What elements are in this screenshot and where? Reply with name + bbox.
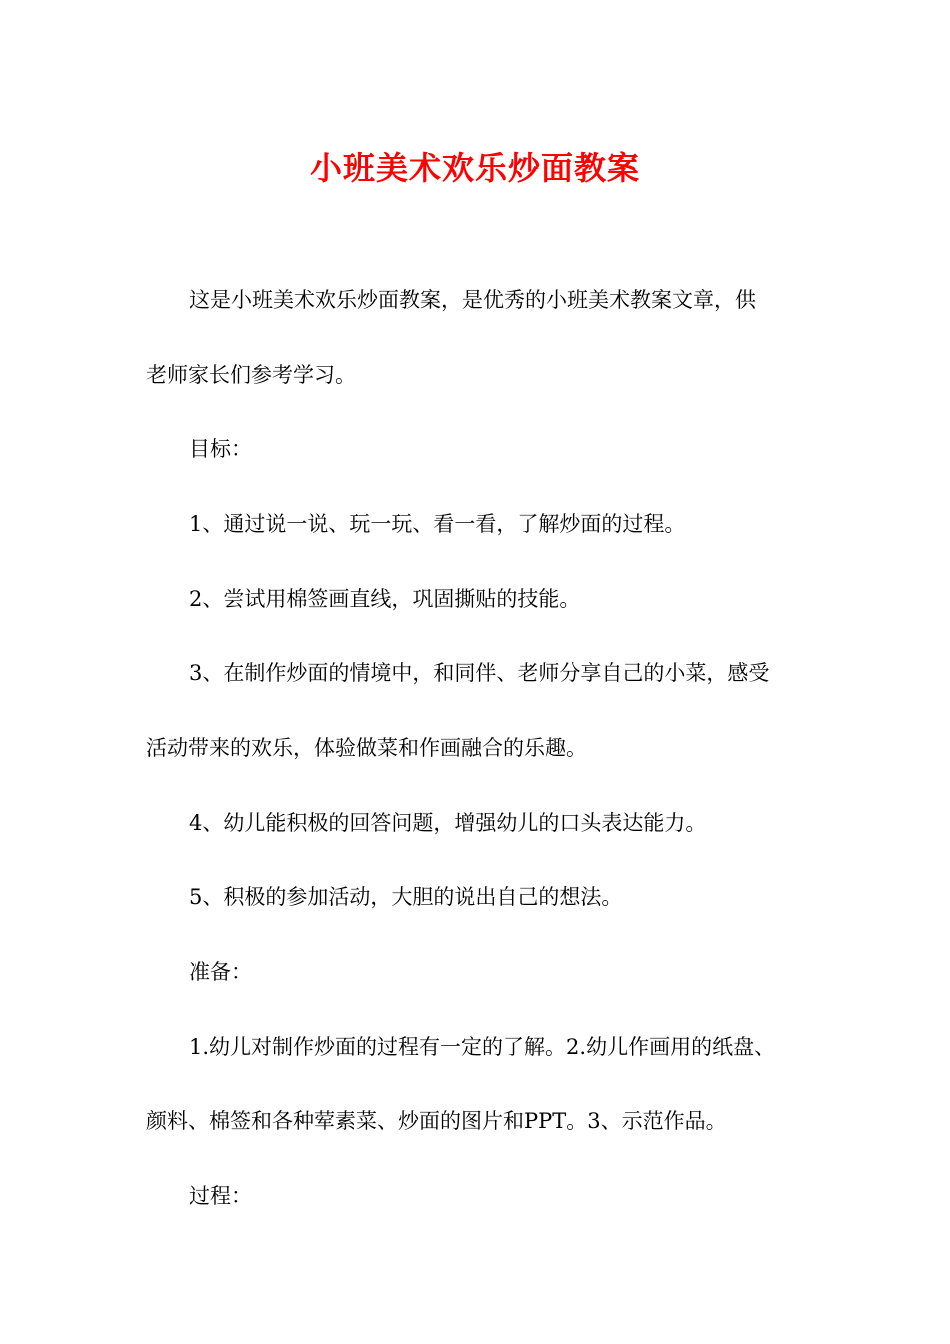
heading-goals: 目标： (189, 437, 252, 461)
paragraph-intro-line-2: 老师家长们参考学习。 (146, 363, 356, 387)
goal-item-3-line-2: 活动带来的欢乐，体验做菜和作画融合的乐趣。 (146, 736, 587, 760)
goal-item-5: 5、积极的参加活动，大胆的说出自己的想法。 (189, 885, 623, 909)
goal-item-3-line-1: 3、在制作炒面的情境中，和同伴、老师分享自己的小菜，感受 (189, 661, 770, 685)
goal-item-2: 2、尝试用棉签画直线，巩固撕贴的技能。 (189, 587, 581, 611)
paragraph-intro-line-1: 这是小班美术欢乐炒面教案，是优秀的小班美术教案文章，供 (189, 288, 756, 312)
document-title: 小班美术欢乐炒面教案 (309, 149, 640, 187)
goal-item-4: 4、幼儿能积极的回答问题，增强幼儿的口头表达能力。 (189, 811, 707, 835)
heading-process: 过程： (189, 1184, 252, 1208)
goal-item-1: 1、通过说一说、玩一玩、看一看，了解炒面的过程。 (189, 512, 686, 536)
heading-preparation: 准备： (189, 960, 252, 984)
preparation-line-2: 颜料、棉签和各种荤素菜、炒面的图片和PPT。3、示范作品。 (146, 1109, 727, 1133)
preparation-line-1: 1.幼儿对制作炒面的过程有一定的了解。2.幼儿作画用的纸盘、 (189, 1035, 776, 1059)
